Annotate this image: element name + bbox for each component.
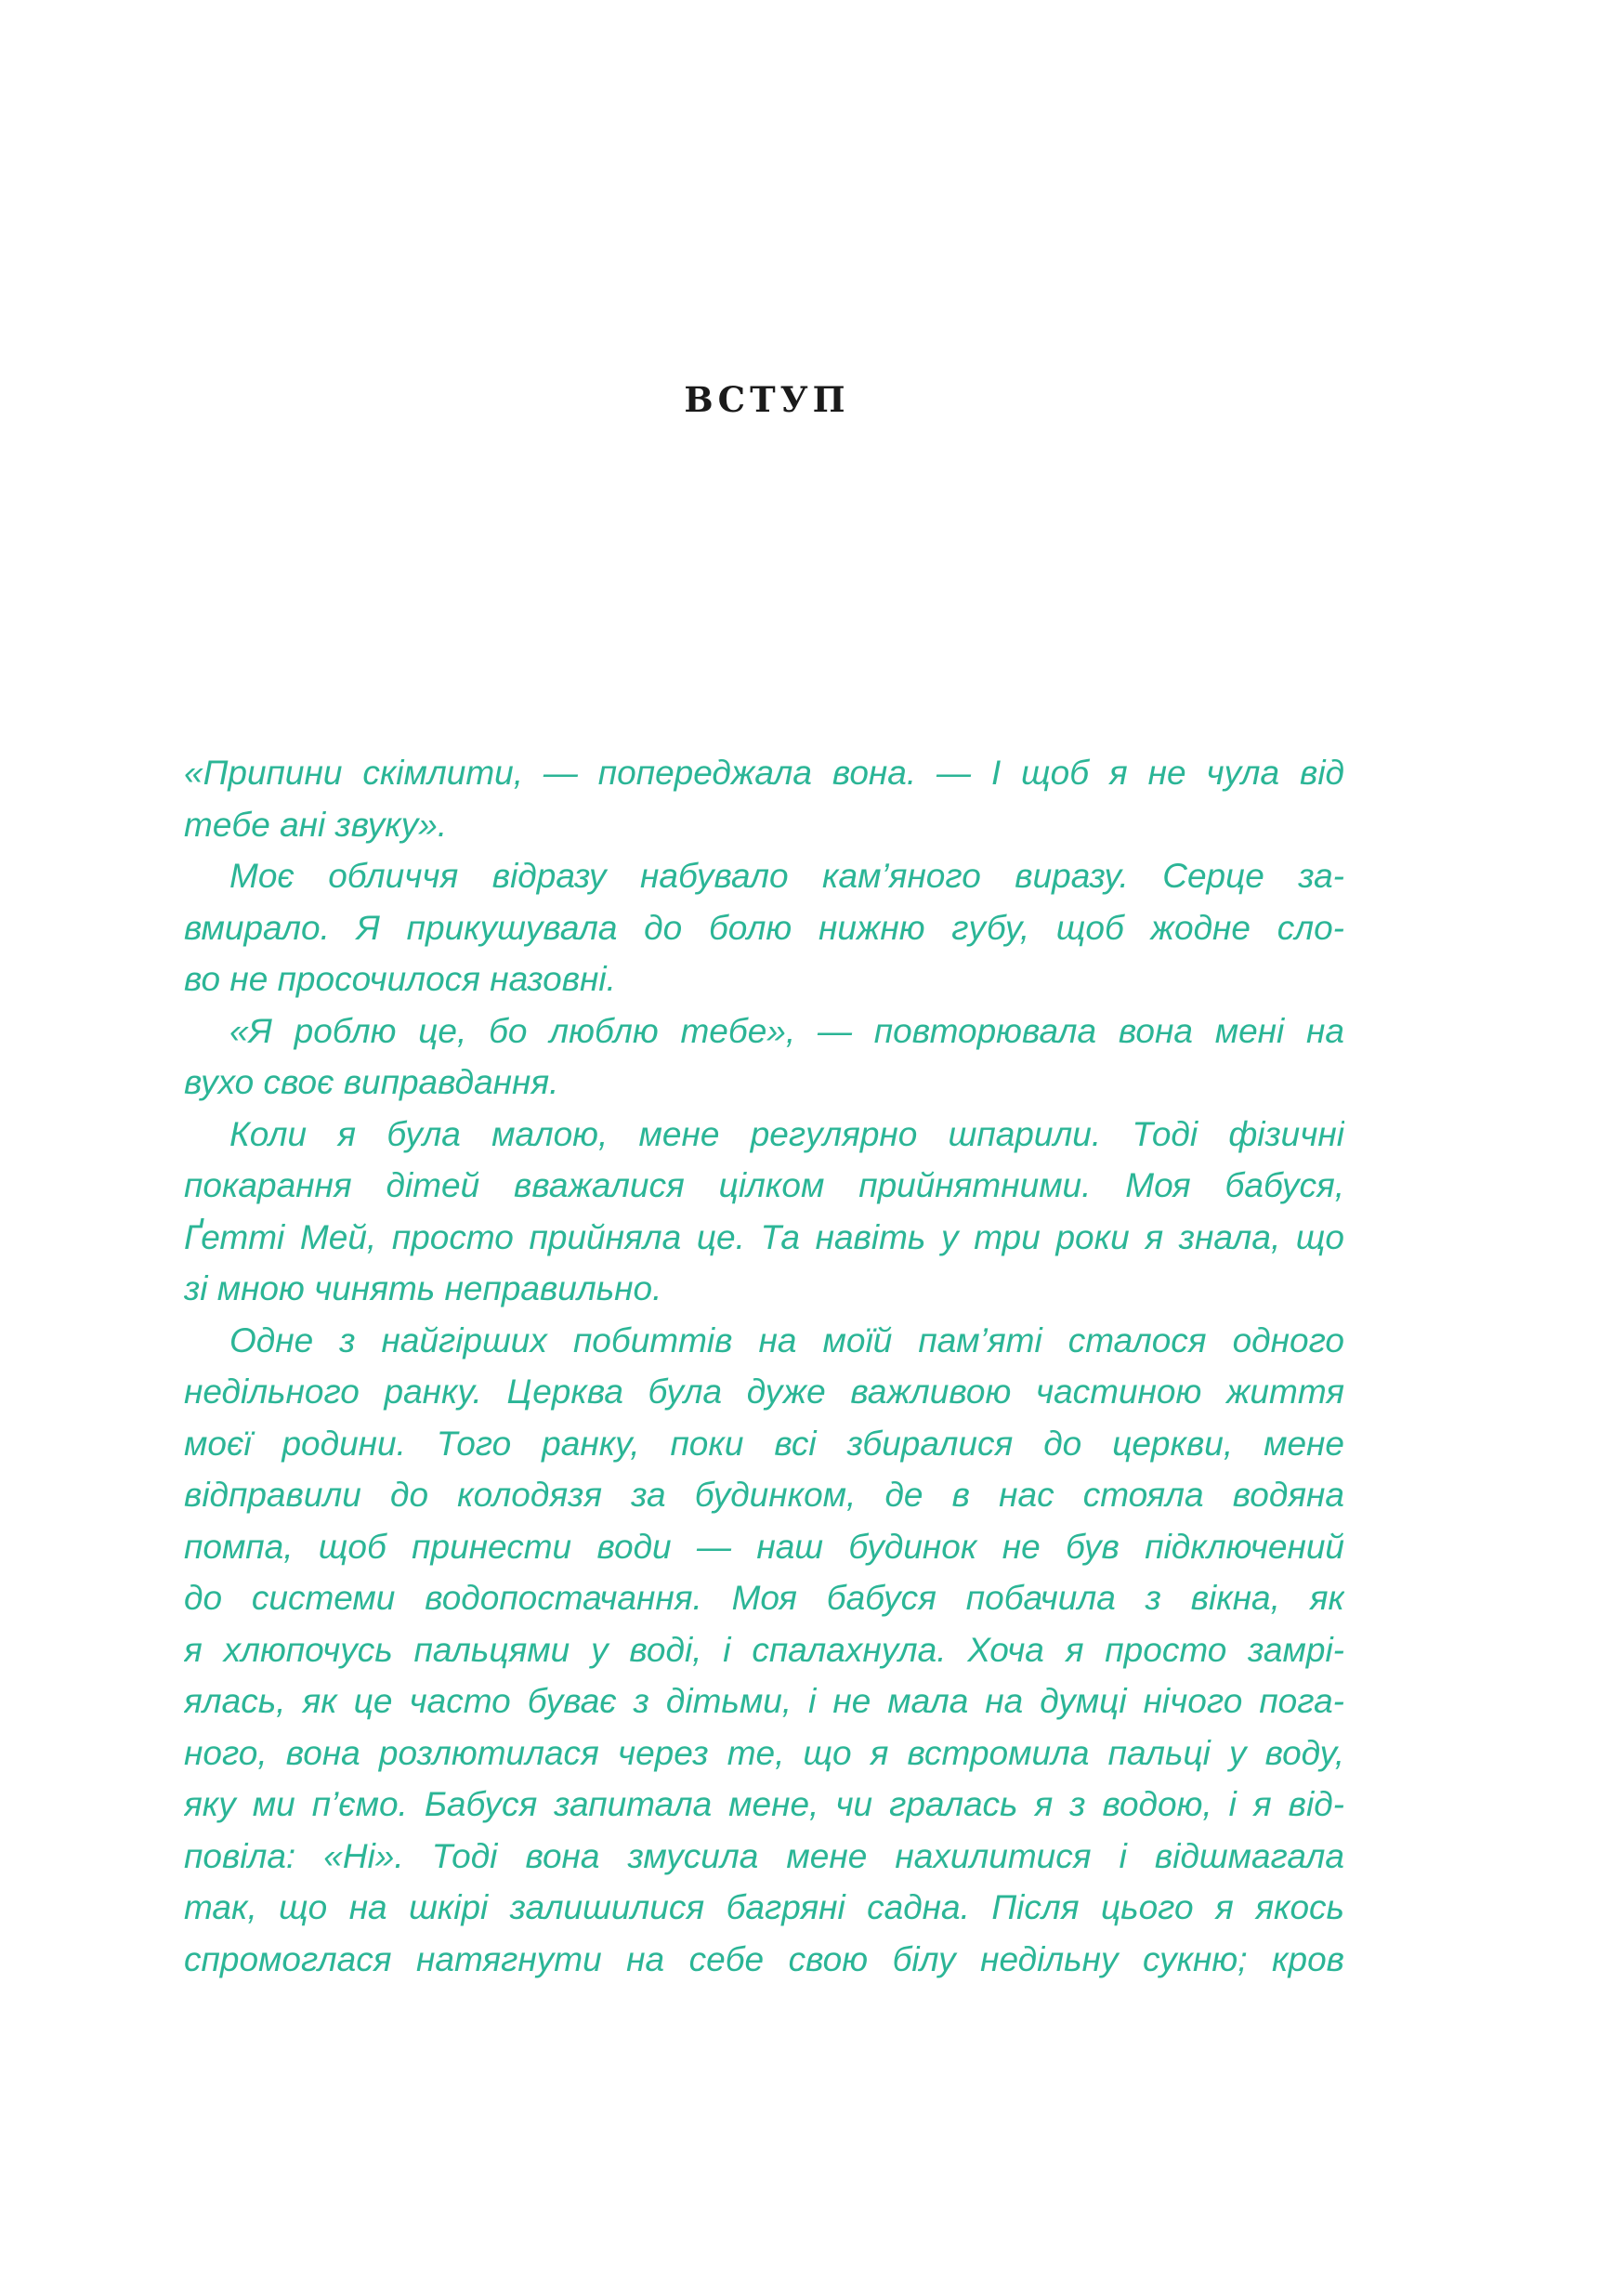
body-text: [184, 747, 1344, 1985]
text-line: ного, вона розлютилася через те, що я встромила пальці у воду,: [184, 1733, 1344, 1772]
text-line: недільного ранку. Церква була дуже важливою частиною життя: [184, 1372, 1344, 1411]
text-line: во не просочилося назовні.: [184, 960, 616, 998]
text-line: тебе ані звуку».: [184, 805, 448, 844]
text-line: моєї родини. Того ранку, поки всі збиралися до церкви, мене: [184, 1424, 1344, 1463]
text-line: спромоглася натягнути на себе свою білу недільну сукню; кров: [184, 1939, 1344, 1978]
text-line: до системи водопостачання. Моя бабуся побачила з вікна, як: [184, 1579, 1344, 1617]
text-line: «Я роблю це, бо люблю тебе», — повторювала вона мені на: [229, 1011, 1344, 1050]
text-line: яку ми п’ємо. Бабуся запитала мене, чи гралась я з водою, і я від-: [184, 1785, 1344, 1823]
text-line: я хлюпочусь пальцями у воді, і спалахнула. Хоча я просто замрі-: [184, 1630, 1344, 1669]
text-line: Одне з найгірших побиттів на моїй пам’яті сталося одного: [229, 1320, 1344, 1359]
text-line: ялась, як це часто буває з дітьми, і не мала на думці нічого пога-: [184, 1682, 1344, 1720]
text-line: Моє обличчя відразу набувало кам’яного виразу. Серце за-: [229, 857, 1344, 895]
text-line: Коли я була малою, мене регулярно шпарили. Тоді фізичні: [229, 1114, 1344, 1153]
text-line: покарання дітей вважалися цілком прийнятними. Моя бабуся,: [184, 1166, 1344, 1204]
text-line: зі мною чинять неправильно.: [184, 1269, 662, 1307]
text-line: «Припини скімлити, — попереджала вона. — І щоб я не чула від: [184, 754, 1344, 792]
text-line: вухо своє виправдання.: [184, 1063, 559, 1101]
text-line: вмирало. Я прикушувала до болю нижню губу, щоб жодне сло-: [184, 908, 1344, 947]
text-line: помпа, щоб принести води — наш будинок не був підключений: [184, 1527, 1344, 1566]
chapter-title: ВСТУП: [684, 379, 850, 420]
text-line: повіла: «Ні». Тоді вона змусила мене нахилитися і відшмагала: [184, 1836, 1344, 1875]
text-line: так, що на шкірі залишилися багряні садна. Після цього я якось: [184, 1888, 1344, 1926]
text-line: Ґетті Мей, просто прийняла це. Та навіть у три роки я знала, що: [184, 1217, 1344, 1256]
text-line: відправили до колодязя за будинком, де в нас стояла водяна: [184, 1476, 1344, 1514]
